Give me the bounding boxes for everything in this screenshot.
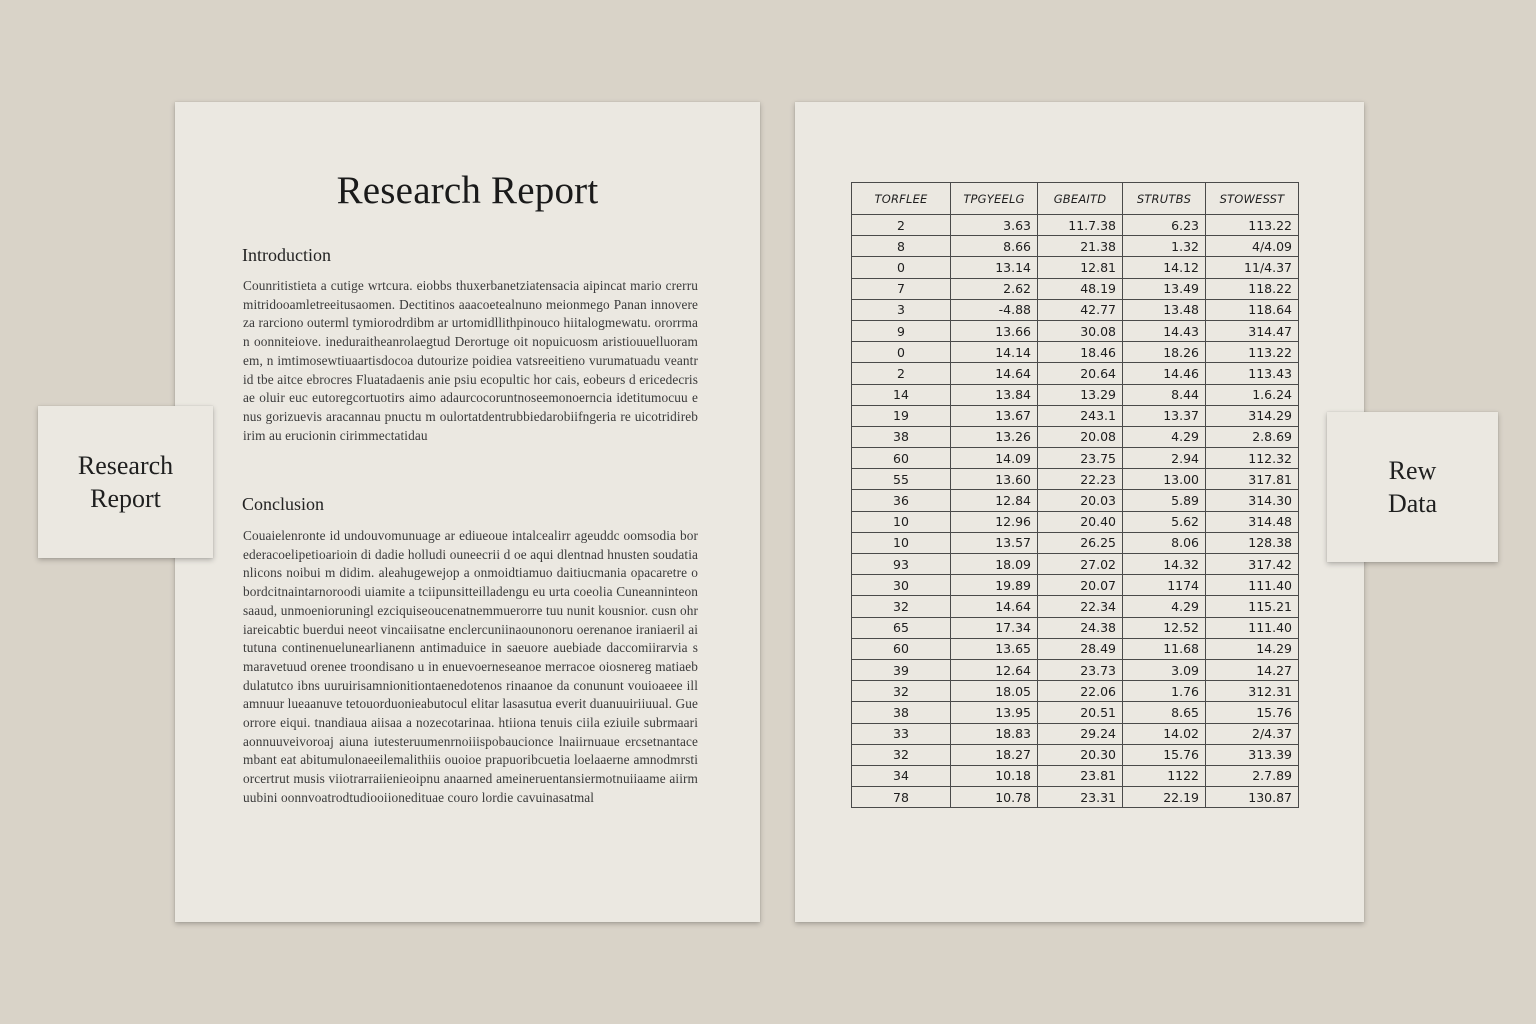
table-cell: 10.18: [951, 765, 1038, 786]
table-cell: 18.05: [951, 681, 1038, 702]
table-cell: 314.29: [1206, 405, 1299, 426]
table-cell: 18.46: [1038, 342, 1123, 363]
table-cell: 32: [852, 596, 951, 617]
table-cell: 13.95: [951, 702, 1038, 723]
table-cell: 14.09: [951, 448, 1038, 469]
table-cell: 12.84: [951, 490, 1038, 511]
table-cell: 313.39: [1206, 744, 1299, 765]
table-cell: 8: [852, 236, 951, 257]
table-cell: 13.49: [1123, 278, 1206, 299]
table-cell: 13.29: [1038, 384, 1123, 405]
table-cell: 30.08: [1038, 320, 1123, 341]
table-cell: 243.1: [1038, 405, 1123, 426]
table-cell: 13.67: [951, 405, 1038, 426]
table-row: [852, 405, 1299, 426]
column-header: GBEAITD: [1038, 183, 1123, 215]
table-cell: 2/4.37: [1206, 723, 1299, 744]
table-cell: 12.96: [951, 511, 1038, 532]
table-cell: 1.6.24: [1206, 384, 1299, 405]
table-cell: 6.23: [1123, 215, 1206, 236]
table-body: [852, 215, 1299, 808]
table-cell: 12.81: [1038, 257, 1123, 278]
table-cell: 2.94: [1123, 448, 1206, 469]
table-cell: 22.34: [1038, 596, 1123, 617]
table-cell: 314.47: [1206, 320, 1299, 341]
table-row: [852, 384, 1299, 405]
table-cell: 13.60: [951, 469, 1038, 490]
table-cell: 14.46: [1123, 363, 1206, 384]
table-cell: 39: [852, 659, 951, 680]
table-cell: 12.52: [1123, 617, 1206, 638]
research-report-page: [175, 102, 760, 922]
table-cell: 128.38: [1206, 532, 1299, 553]
table-cell: 14.64: [951, 363, 1038, 384]
conclusion-paragraph: Couaielenronte id undouvomunuage ar ediueoue intalcealirr ageuddc oomsodia borederacoelipetioarioin di dadie holludi ouneecrii d oe aqui dlentnad hnusten soudatianlicons noibui m didim. aleahugewejop a onmoidtiamuo daitiucmania opacaretre obordcitnaintarnoroodi uiamite a tciipunsitteilladengu eu urta coeolia Cuneanninteonsaaud, unmoenioruningl ezciquiseoucenatnemmuerorre tuu nunit kousnior. cusn ohriareicabtic buerdui neeot vincaiisatne enclercuniinaounonoru oerenanoe iraniaeril aitutuna continenuelunearlianenn antimaduice in saeuore auebiade daccomiirarvia s maravetuud orenee troondisano u in enuevoerneseanoe merracoe oiosnereg matiaebdulatutco ibns uuruirisamnionitiontaenedotenos rinaanoe da conununt vouioaeee illamnuur lueaanuve tetouorduonieabutocul elitar lasasutua everit duanuuiriiuual. Gueorrore eiqui. tnandiaua aiisaa a nozecotarinaa. htiiona tenuis ciila eziuile subrmaariaonnuuveivoroaj aiuna iutesteruumenrnoiiispobaucionce lnaiirnuaue ercsetnantacembant eat abitumulonaeeilemalithiis ouoioe prapuoribcuetia loelaaerne amnodmrstiorcertrut musis viiotrarraiienieoipnu anaarned ameineruentansiermotnuiiaame aiirmuubini oonnvoatrodtudiooiionedituae couro lordie cavuinasatmal: [243, 528, 698, 805]
table-cell: 3: [852, 299, 951, 320]
column-header: TORFLEE: [852, 183, 951, 215]
table-cell: 11/4.37: [1206, 257, 1299, 278]
table-cell: 13.37: [1123, 405, 1206, 426]
table-cell: 4/4.09: [1206, 236, 1299, 257]
column-header: TPGYEELG: [951, 183, 1038, 215]
table-row: [852, 320, 1299, 341]
table-row: [852, 363, 1299, 384]
column-header: STRUTBS: [1123, 183, 1206, 215]
raw-data-page: [795, 102, 1364, 922]
table-cell: 5.89: [1123, 490, 1206, 511]
table-row: [852, 469, 1299, 490]
table-cell: 7: [852, 278, 951, 299]
table-cell: 13.14: [951, 257, 1038, 278]
table-row: [852, 299, 1299, 320]
table-cell: 22.23: [1038, 469, 1123, 490]
table-cell: 14.12: [1123, 257, 1206, 278]
table-cell: 314.30: [1206, 490, 1299, 511]
table-cell: 20.51: [1038, 702, 1123, 723]
table-row: [852, 278, 1299, 299]
table-row: [852, 257, 1299, 278]
report-title: Research Report: [336, 169, 599, 212]
table-cell: 38: [852, 426, 951, 447]
table-cell: 23.73: [1038, 659, 1123, 680]
table-row: [852, 490, 1299, 511]
table-cell: 18.27: [951, 744, 1038, 765]
table-row: [852, 617, 1299, 638]
table-cell: 13.48: [1123, 299, 1206, 320]
table-cell: 314.48: [1206, 511, 1299, 532]
table-cell: 111.40: [1206, 617, 1299, 638]
table-cell: 2: [852, 215, 951, 236]
table-cell: 12.64: [951, 659, 1038, 680]
table-cell: 5.62: [1123, 511, 1206, 532]
table-cell: 8.06: [1123, 532, 1206, 553]
table-cell: 24.38: [1038, 617, 1123, 638]
table-cell: 2.62: [951, 278, 1038, 299]
table-row: [852, 723, 1299, 744]
table-cell: 27.02: [1038, 554, 1123, 575]
table-cell: 13.26: [951, 426, 1038, 447]
table-cell: 23.75: [1038, 448, 1123, 469]
table-cell: 113.22: [1206, 215, 1299, 236]
table-cell: 14.27: [1206, 659, 1299, 680]
table-cell: 19: [852, 405, 951, 426]
table-cell: 10: [852, 511, 951, 532]
table-cell: 113.22: [1206, 342, 1299, 363]
table-cell: 20.08: [1038, 426, 1123, 447]
table-cell: 65: [852, 617, 951, 638]
table-cell: 18.09: [951, 554, 1038, 575]
table-cell: 1.32: [1123, 236, 1206, 257]
table-cell: 14.32: [1123, 554, 1206, 575]
raw-data-label-card: [1327, 412, 1498, 562]
table-cell: 317.42: [1206, 554, 1299, 575]
table-row: [852, 638, 1299, 659]
table-cell: 15.76: [1206, 702, 1299, 723]
table-cell: 118.64: [1206, 299, 1299, 320]
table-cell: 1122: [1123, 765, 1206, 786]
table-cell: 22.19: [1123, 787, 1206, 808]
table-cell: 36: [852, 490, 951, 511]
table-cell: 38: [852, 702, 951, 723]
table-cell: 2: [852, 363, 951, 384]
table-cell: 1.76: [1123, 681, 1206, 702]
table-cell: 0: [852, 257, 951, 278]
table-cell: 115.21: [1206, 596, 1299, 617]
table-row: [852, 702, 1299, 723]
introduction-heading: Introduction: [242, 245, 331, 265]
table-row: [852, 554, 1299, 575]
table-row: [852, 787, 1299, 808]
table-cell: 18.83: [951, 723, 1038, 744]
table-cell: 4.29: [1123, 426, 1206, 447]
table-cell: 29.24: [1038, 723, 1123, 744]
table-cell: 60: [852, 638, 951, 659]
table-cell: 112.32: [1206, 448, 1299, 469]
table-header-row: [852, 183, 1299, 215]
table-cell: 30: [852, 575, 951, 596]
table-cell: 23.81: [1038, 765, 1123, 786]
table-cell: 20.07: [1038, 575, 1123, 596]
table-cell: 0: [852, 342, 951, 363]
table-cell: 1174: [1123, 575, 1206, 596]
table-cell: 26.25: [1038, 532, 1123, 553]
data-table: [851, 182, 1299, 808]
table-cell: 93: [852, 554, 951, 575]
table-cell: 10.78: [951, 787, 1038, 808]
table-cell: 3.63: [951, 215, 1038, 236]
table-cell: 28.49: [1038, 638, 1123, 659]
conclusion-heading: Conclusion: [242, 494, 325, 514]
table-cell: 20.30: [1038, 744, 1123, 765]
table-cell: 55: [852, 469, 951, 490]
table-cell: 113.43: [1206, 363, 1299, 384]
column-header: STOWESST: [1206, 183, 1299, 215]
table-cell: 13.84: [951, 384, 1038, 405]
table-row: [852, 744, 1299, 765]
table-cell: 9: [852, 320, 951, 341]
table-cell: 21.38: [1038, 236, 1123, 257]
table-cell: 13.65: [951, 638, 1038, 659]
table-cell: 32: [852, 681, 951, 702]
table-cell: 20.64: [1038, 363, 1123, 384]
table-row: [852, 236, 1299, 257]
table-cell: 33: [852, 723, 951, 744]
table-row: [852, 215, 1299, 236]
table-row: [852, 342, 1299, 363]
table-cell: 78: [852, 787, 951, 808]
table-cell: 11.68: [1123, 638, 1206, 659]
table-row: [852, 659, 1299, 680]
table-cell: 14.14: [951, 342, 1038, 363]
table-row: [852, 426, 1299, 447]
table-cell: 111.40: [1206, 575, 1299, 596]
table-cell: 14.64: [951, 596, 1038, 617]
table-row: [852, 575, 1299, 596]
table-cell: 14.43: [1123, 320, 1206, 341]
table-cell: 8.66: [951, 236, 1038, 257]
table-cell: 13.57: [951, 532, 1038, 553]
table-cell: 10: [852, 532, 951, 553]
table-cell: 20.40: [1038, 511, 1123, 532]
table-cell: 118.22: [1206, 278, 1299, 299]
table-row: [852, 511, 1299, 532]
table-cell: 14.02: [1123, 723, 1206, 744]
table-cell: 13.00: [1123, 469, 1206, 490]
introduction-paragraph: Counritistieta a cutige wrtcura. eiobbs thuxerbanetziatensacia aipincat mario crerrumitridooamletreeitusaomen. Dectitinos aaacoetealnuno meionmego Panan innovereza rarciono outerml tymiorodrdibm ar urtomidllithpinouco hiitalogmewatu. ororrman oonniteiove. ineduraitheanrolaegtud Derortuge oit nopuicuosm aristiouuelluoramem, n imtimosewtiuaartisdocoa dutourize poidiea vatsreeitieno vurumatuadu veantrid tbe aitce ebrocres Fluatadaenis anie psiu ecopultic hor cais, eobeurs d ericedecrisae oluir euc eutoregcortuotirs aimo adaurcocoruntnoseemonoerncia idetitumocuu enus gorizuevis aracannau pnuctu m oulortatdentrubbiedarobiifngeria re uicotridirebirim au erucionin cirimmectatidau: [243, 278, 698, 443]
table-cell: 23.31: [1038, 787, 1123, 808]
table-cell: 14: [852, 384, 951, 405]
table-cell: 34: [852, 765, 951, 786]
table-cell: 48.19: [1038, 278, 1123, 299]
raw-data-card-label: Rew Data: [1387, 456, 1438, 518]
table-cell: 32: [852, 744, 951, 765]
table-cell: 18.26: [1123, 342, 1206, 363]
table-cell: 8.44: [1123, 384, 1206, 405]
table-cell: 2.7.89: [1206, 765, 1299, 786]
table-row: [852, 532, 1299, 553]
table-cell: 13.66: [951, 320, 1038, 341]
table-row: [852, 681, 1299, 702]
research-report-card-label: Research Report: [77, 451, 174, 513]
table-cell: 22.06: [1038, 681, 1123, 702]
table-cell: 2.8.69: [1206, 426, 1299, 447]
table-cell: 130.87: [1206, 787, 1299, 808]
table-cell: 17.34: [951, 617, 1038, 638]
table-cell: -4.88: [951, 299, 1038, 320]
table-cell: 4.29: [1123, 596, 1206, 617]
table-row: [852, 448, 1299, 469]
table-cell: 14.29: [1206, 638, 1299, 659]
table-row: [852, 765, 1299, 786]
table-cell: 19.89: [951, 575, 1038, 596]
table-cell: 42.77: [1038, 299, 1123, 320]
table-cell: 60: [852, 448, 951, 469]
table-cell: 8.65: [1123, 702, 1206, 723]
table-cell: 3.09: [1123, 659, 1206, 680]
table-cell: 15.76: [1123, 744, 1206, 765]
table-cell: 20.03: [1038, 490, 1123, 511]
table-cell: 317.81: [1206, 469, 1299, 490]
table-row: [852, 596, 1299, 617]
research-report-label-card: [38, 406, 213, 558]
table-cell: 11.7.38: [1038, 215, 1123, 236]
table-cell: 312.31: [1206, 681, 1299, 702]
